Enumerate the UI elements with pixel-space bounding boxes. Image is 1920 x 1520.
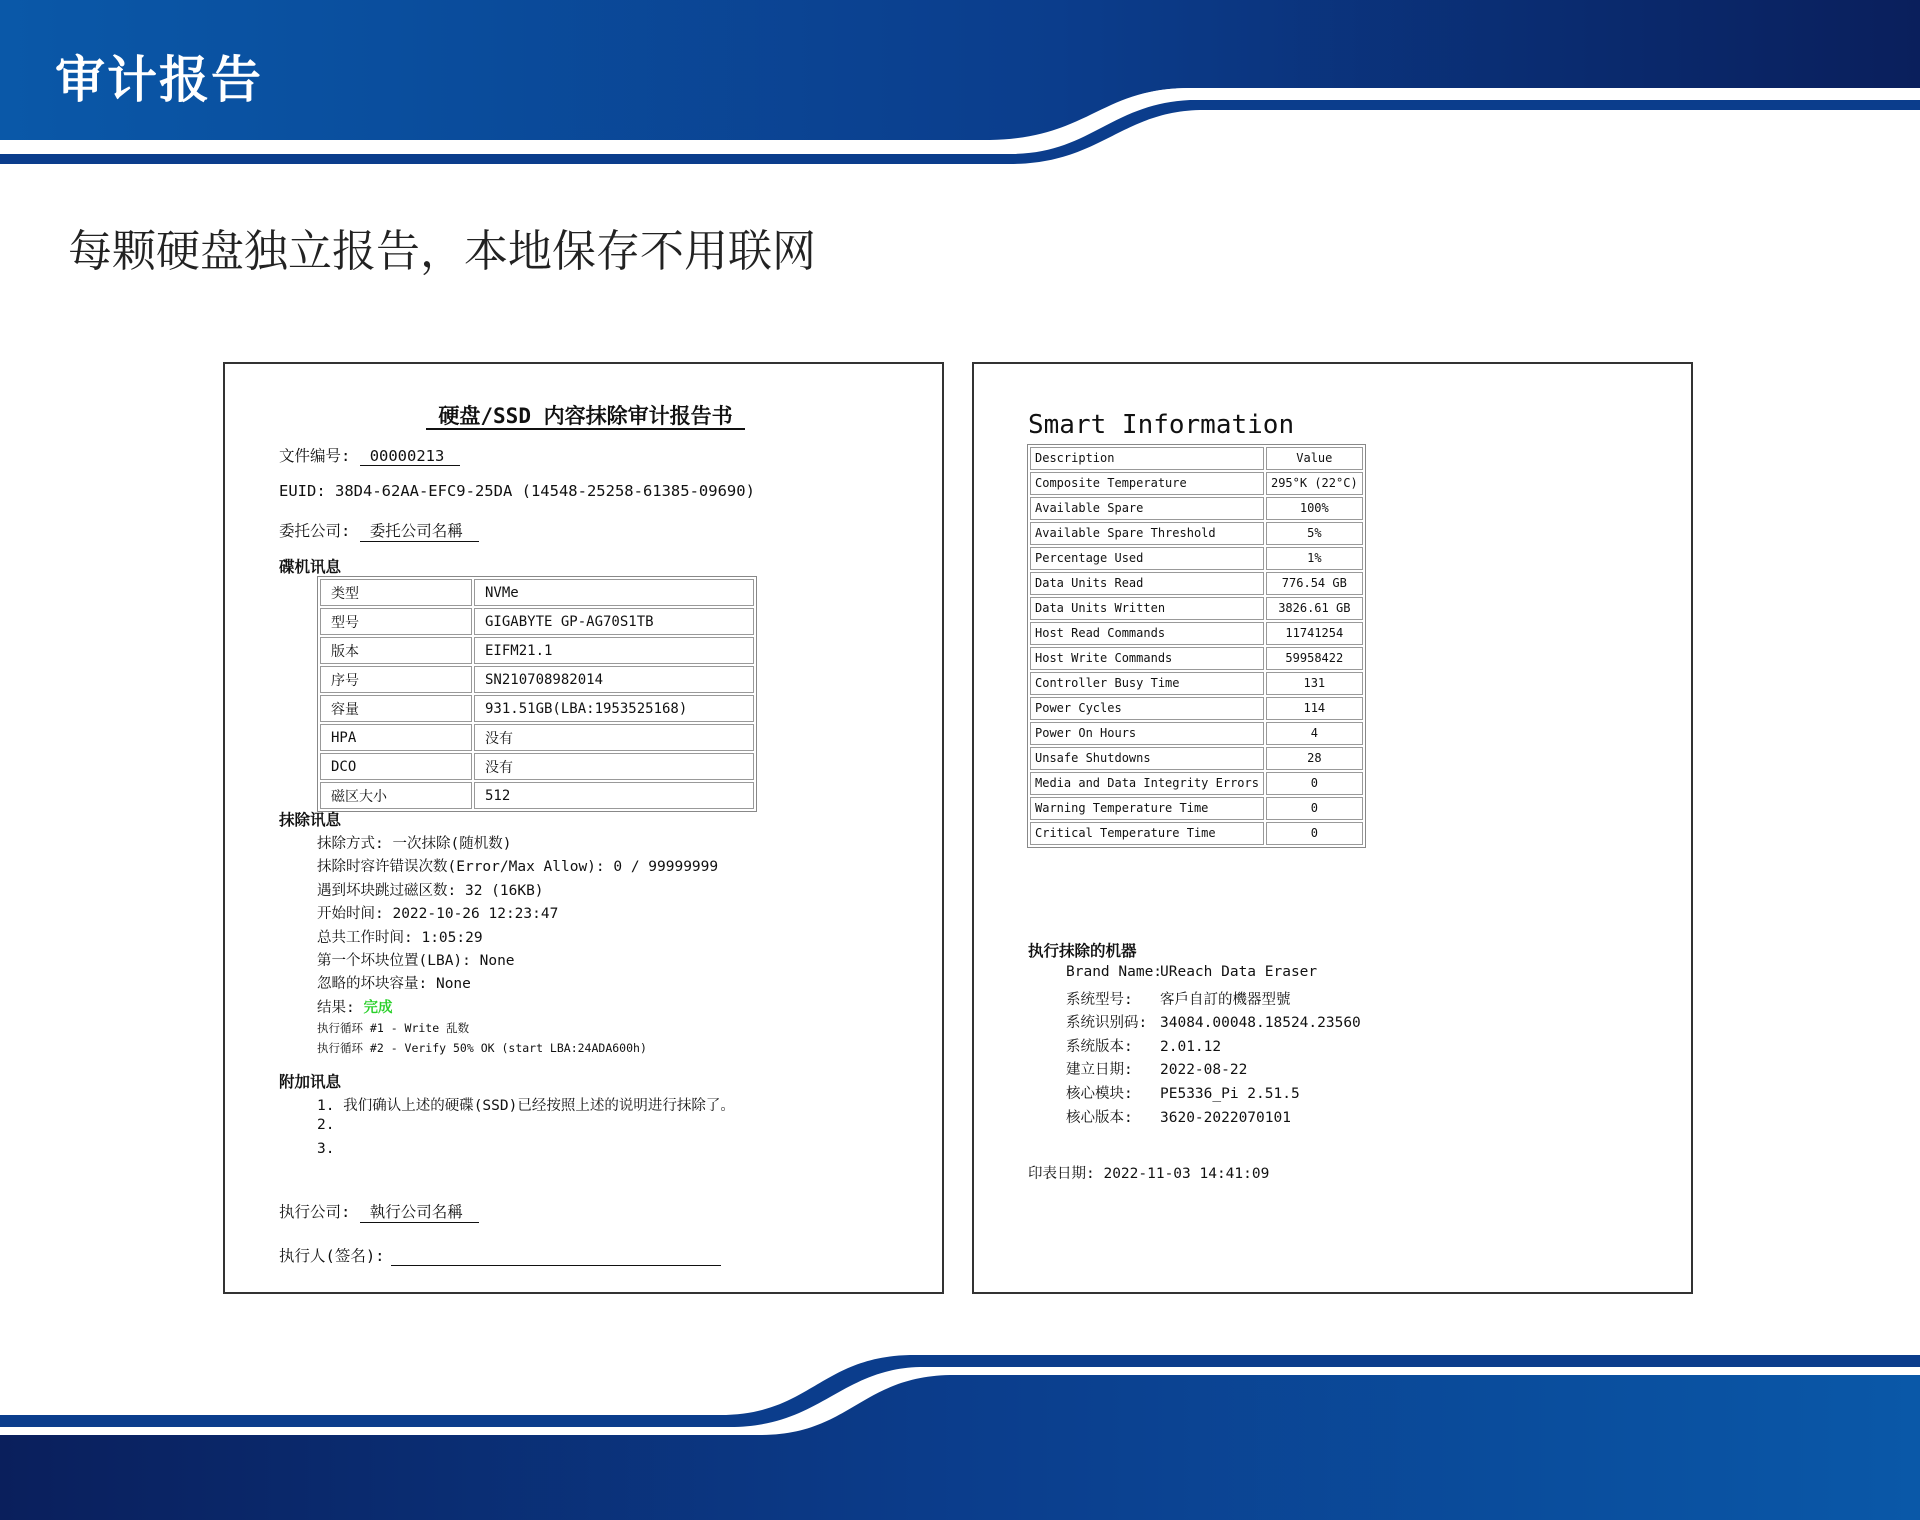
smart-description: Host Write Commands — [1030, 647, 1264, 670]
result-row: 结果: 完成 — [317, 1000, 393, 1016]
smart-value: 5% — [1266, 522, 1363, 545]
smart-row — [1030, 722, 1363, 745]
erase-info-line: 忽略的坏块容量: None — [317, 976, 471, 993]
file-number: 00000213 — [360, 447, 461, 466]
smart-description: Available Spare Threshold — [1030, 522, 1264, 545]
report-title: 硬盘/SSD 内容抹除审计报告书 — [225, 400, 946, 430]
erase-info-line: 抹除时容许错误次数(Error/Max Allow): 0 / 99999999 — [317, 859, 719, 876]
disk-info-value: 931.51GB(LBA:1953525168) — [474, 695, 754, 722]
file-number-row: 文件编号: 00000213 — [279, 444, 460, 466]
page-title: 审计报告 — [55, 51, 263, 109]
smart-value: 4 — [1266, 722, 1363, 745]
machine-info-key: 建立日期: — [1066, 1062, 1133, 1079]
smart-description: Controller Busy Time — [1030, 672, 1264, 695]
machine-info-key: Brand Name: — [1066, 964, 1163, 980]
smart-row — [1030, 822, 1363, 845]
client-name: 委托公司名稱 — [360, 519, 479, 542]
disk-info-key: DCO — [320, 753, 472, 780]
machine-info-key: 系统型号: — [1066, 991, 1133, 1008]
disk-info-key: 类型 — [320, 579, 472, 606]
smart-value: 295°K (22°C) — [1266, 472, 1363, 495]
erase-info-line: 开始时间: 2022-10-26 12:23:47 — [317, 906, 559, 923]
smart-value: 28 — [1266, 747, 1363, 770]
smart-description: Critical Temperature Time — [1030, 822, 1264, 845]
smart-value: 11741254 — [1266, 622, 1363, 645]
machine-info-value: 客戶自訂的機器型號 — [1160, 991, 1291, 1008]
disk-info-row — [320, 782, 754, 809]
smart-value: 59958422 — [1266, 647, 1363, 670]
exec-company-row: 执行公司: 執行公司名稱 — [279, 1200, 479, 1223]
smart-row — [1030, 497, 1363, 520]
machine-info-row — [1066, 1011, 1361, 1032]
smart-description: Percentage Used — [1030, 547, 1264, 570]
machine-info-value: PE5336_Pi 2.51.5 — [1160, 1086, 1300, 1102]
signature-row: 执行人(签名): — [279, 1244, 721, 1266]
disk-info-key: 版本 — [320, 637, 472, 664]
smart-header-value: Value — [1266, 447, 1363, 470]
machine-section-heading: 执行抹除的机器 — [1028, 942, 1137, 960]
disk-info-table — [317, 576, 757, 812]
disk-info-key: 容量 — [320, 695, 472, 722]
footer-band — [0, 1345, 1920, 1520]
disk-info-value: GIGABYTE GP-AG70S1TB — [474, 608, 754, 635]
smart-description: Available Spare — [1030, 497, 1264, 520]
smart-value: 0 — [1266, 822, 1363, 845]
smart-description: Data Units Read — [1030, 572, 1264, 595]
disk-info-value: 没有 — [474, 753, 754, 780]
disk-info-value: EIFM21.1 — [474, 637, 754, 664]
erase-section-heading: 抹除讯息 — [279, 811, 342, 829]
machine-info-row — [1066, 1035, 1221, 1056]
smart-row — [1030, 647, 1363, 670]
extra-info-line: 1. 我们确认上述的硬碟(SSD)已经按照上述的说明进行抹除了。 — [317, 1098, 735, 1114]
disk-info-row — [320, 753, 754, 780]
disk-info-row — [320, 579, 754, 606]
erase-info-line: 第一个坏块位置(LBA): None — [317, 953, 515, 969]
disk-section-heading: 碟机讯息 — [279, 558, 342, 576]
smart-description: Power Cycles — [1030, 697, 1264, 720]
smart-value: 0 — [1266, 772, 1363, 795]
smart-description: Media and Data Integrity Errors — [1030, 772, 1264, 795]
disk-info-row — [320, 695, 754, 722]
smart-header-row — [1030, 447, 1363, 470]
disk-info-value: 没有 — [474, 724, 754, 751]
smart-description: Host Read Commands — [1030, 622, 1264, 645]
disk-info-key: 型号 — [320, 608, 472, 635]
smart-row — [1030, 547, 1363, 570]
smart-row — [1030, 797, 1363, 820]
smart-description: Warning Temperature Time — [1030, 797, 1264, 820]
machine-info-key: 系统版本: — [1066, 1038, 1133, 1055]
disk-info-value: SN210708982014 — [474, 666, 754, 693]
exec-company: 執行公司名稱 — [360, 1200, 479, 1223]
smart-row — [1030, 697, 1363, 720]
smart-description: Composite Temperature — [1030, 472, 1264, 495]
result-value: 完成 — [363, 1000, 393, 1016]
smart-value: 114 — [1266, 697, 1363, 720]
disk-info-key: 磁区大小 — [320, 782, 472, 809]
machine-info-row — [1066, 1058, 1247, 1079]
smart-value: 1% — [1266, 547, 1363, 570]
smart-value: 100% — [1266, 497, 1363, 520]
disk-info-row — [320, 666, 754, 693]
print-date: 印表日期: 2022-11-03 14:41:09 — [1028, 1166, 1270, 1182]
machine-info-value: UReach Data Eraser — [1160, 964, 1318, 980]
erase-report-document — [223, 362, 944, 1294]
smart-row — [1030, 522, 1363, 545]
smart-description: Power On Hours — [1030, 722, 1264, 745]
smart-value: 3826.61 GB — [1266, 597, 1363, 620]
smart-info-document — [972, 362, 1693, 1294]
smart-row — [1030, 772, 1363, 795]
machine-info-row — [1066, 988, 1291, 1009]
extra-info-line: 2. — [317, 1117, 335, 1134]
machine-info-value: 34084.00048.18524.23560 — [1160, 1015, 1361, 1032]
header-band — [0, 0, 1920, 170]
extra-info-line: 3. — [317, 1140, 335, 1157]
smart-description: Data Units Written — [1030, 597, 1264, 620]
machine-info-row — [1066, 964, 1317, 980]
machine-info-value: 3620-2022070101 — [1160, 1109, 1291, 1126]
smart-description: Unsafe Shutdowns — [1030, 747, 1264, 770]
machine-info-row — [1066, 1082, 1300, 1103]
euid: EUID: 38D4-62AA-EFC9-25DA (14548-25258-61385-09690) — [279, 482, 755, 500]
smart-row — [1030, 472, 1363, 495]
machine-info-key: 核心模块: — [1066, 1086, 1133, 1102]
page-subtitle: 每颗硬盘独立报告，本地保存不用联网 — [68, 226, 816, 277]
smart-value: 0 — [1266, 797, 1363, 820]
smart-row — [1030, 622, 1363, 645]
machine-info-value: 2022-08-22 — [1160, 1062, 1248, 1079]
smart-table — [1027, 444, 1366, 848]
loop-line: 执行循环 #2 - Verify 50% OK (start LBA:24ADA600h) — [317, 1041, 647, 1055]
erase-info-line: 总共工作时间: 1:05:29 — [317, 929, 483, 946]
machine-info-row — [1066, 1106, 1291, 1127]
smart-value: 776.54 GB — [1266, 572, 1363, 595]
erase-info-line: 抹除方式: 一次抹除(随机数) — [317, 836, 512, 852]
signature-line — [391, 1247, 721, 1266]
smart-row — [1030, 572, 1363, 595]
disk-info-row — [320, 724, 754, 751]
disk-info-row — [320, 637, 754, 664]
machine-info-key: 系统识别码: — [1066, 1015, 1148, 1032]
erase-info-line: 遇到坏块跳过磁区数: 32 (16KB) — [317, 882, 544, 899]
disk-info-value: NVMe — [474, 579, 754, 606]
smart-header-description: Description — [1030, 447, 1264, 470]
disk-info-value: 512 — [474, 782, 754, 809]
machine-info-value: 2.01.12 — [1160, 1038, 1222, 1055]
machine-info-key: 核心版本: — [1066, 1109, 1133, 1126]
smart-row — [1030, 672, 1363, 695]
loop-line: 执行循环 #1 - Write 乱数 — [317, 1021, 470, 1035]
smart-title: Smart Information — [1028, 410, 1295, 440]
disk-info-row — [320, 608, 754, 635]
disk-info-key: 序号 — [320, 666, 472, 693]
smart-row — [1030, 747, 1363, 770]
disk-info-key: HPA — [320, 724, 472, 751]
client-row: 委托公司: 委托公司名稱 — [279, 519, 479, 542]
extra-section-heading: 附加讯息 — [279, 1073, 342, 1091]
smart-row — [1030, 597, 1363, 620]
smart-value: 131 — [1266, 672, 1363, 695]
